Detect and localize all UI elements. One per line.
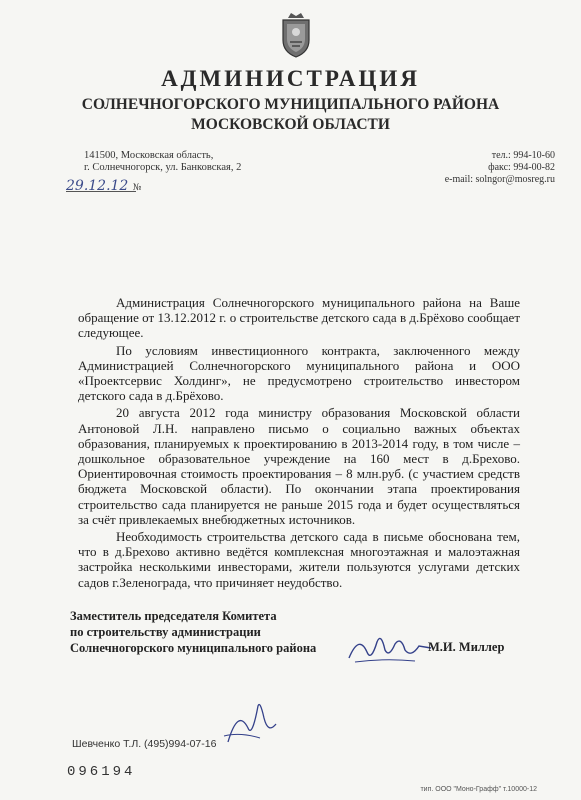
executor-contact: Шевченко Т.Л. (495)994-07-16	[72, 738, 217, 750]
paragraph-3: 20 августа 2012 года министру образования Московской области Антоновой Л.Н. направлено письмо о социально важных объектах образования, планируемых к проектированию в 2013-2014 году, в том числе – дошкольное образовательное учреждение на 160 мест в д.Брехово. Ориентировочная стоимость проектирования – 8 млн.руб. (с участием средств бюджета Московской области). По окончании этапа проектирования строительство сада планируется не раньше 2015 года и будет осуществляться за счёт привлекаемых внебюджетных источников.	[78, 405, 520, 527]
signatory-name: М.И. Миллер	[428, 640, 505, 654]
paragraph-4: Необходимость строительства детского сада в письме обоснована тем, что в д.Брехово активно ведётся комплексная многоэтажная и малоэтажная застройка несколькими инвесторами, жители пользуются услугами детских садов г.Зеленограда, что причиняет неудобство.	[78, 529, 520, 590]
paragraph-2: По условиям инвестиционного контракта, заключенного между Администрацией Солнечногорского муниципального района и ООО «Проектсервис Холдинг», не предусмотрено строительство инвестором детского сада в д.Брёхово.	[78, 342, 520, 404]
signatory-title	[70, 608, 316, 656]
signatory-line-2: по строительству администрации	[70, 625, 261, 639]
date-value: 29.12.12	[66, 178, 129, 194]
fax: факс: 994-00-82	[488, 162, 555, 173]
phone: тел.: 994-10-60	[491, 150, 555, 161]
initials-signature	[220, 698, 280, 748]
handwritten-signature	[345, 628, 435, 668]
signatory-line-1: Заместитель председателя Комитета	[70, 609, 277, 623]
number-sign: №	[132, 183, 142, 193]
contact-block	[445, 150, 555, 186]
paragraph-1: Администрация Солнечногорского муниципального района на Ваше обращение от 13.12.2012 г. о строительстве детского сада в д.Брёхово сообщает следующее.	[78, 295, 520, 341]
coat-of-arms-icon	[276, 10, 316, 60]
organization-subtitle	[0, 95, 581, 135]
subtitle-line-1: СОЛНЕЧНОГОРСКОГО МУНИЦИПАЛЬНОГО РАЙОНА	[81, 96, 500, 113]
email: e-mail: solngor@mosreg.ru	[444, 174, 555, 185]
subtitle-line-2: МОСКОВСКОЙ ОБЛАСТИ	[191, 116, 390, 133]
letter-body	[78, 295, 520, 592]
organization-title: АДМИНИСТРАЦИЯ	[161, 66, 420, 91]
signatory-line-3: Солнечногорского муниципального района	[70, 641, 317, 655]
address-line-1: 141500, Московская область,	[84, 150, 214, 161]
postal-address	[84, 150, 241, 174]
address-line-2: г. Солнечногорск, ул. Банковская, 2	[84, 162, 242, 173]
date-underline	[66, 191, 136, 192]
printer-note: тип. ООО "Моно-Графф" т.10000-12	[420, 786, 537, 793]
serial-number: 096194	[67, 764, 136, 780]
